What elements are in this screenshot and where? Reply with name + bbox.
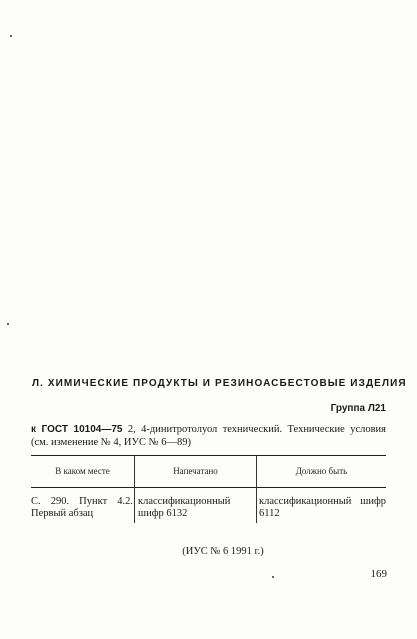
cell-printed: классификационный шифр 6132	[138, 496, 231, 519]
column-header-place: В каком месте	[55, 466, 110, 476]
section-heading: Л. ХИМИЧЕСКИЕ ПРОДУКТЫ И РЕЗИНОАСБЕСТОВЫЕ ИЗДЕЛИЯ	[32, 378, 407, 389]
group-label: Группа Л21	[330, 403, 386, 414]
column-header-printed: Напечатано	[173, 466, 218, 476]
scan-speck	[10, 35, 12, 37]
scan-speck	[7, 323, 9, 325]
cell-should-be: классификационный шифр 6112	[259, 496, 386, 519]
amendment-paragraph	[31, 423, 386, 449]
amendment-text: 2, 4-динитротолуол технический. Технические условия (см. изменение № 4, ИУС № 6—89)	[31, 424, 387, 448]
column-header-should-be: Должно быть	[295, 466, 348, 476]
table-header-rule	[31, 487, 386, 488]
gost-reference: к ГОСТ 10104—75	[31, 424, 123, 435]
table-top-rule	[31, 455, 386, 456]
scan-speck	[272, 576, 274, 578]
page-number: 169	[370, 568, 387, 580]
issue-note: (ИУС № 6 1991 г.)	[182, 546, 264, 557]
cell-place: С. 290. Пункт 4.2. Первый абзац	[31, 496, 133, 519]
